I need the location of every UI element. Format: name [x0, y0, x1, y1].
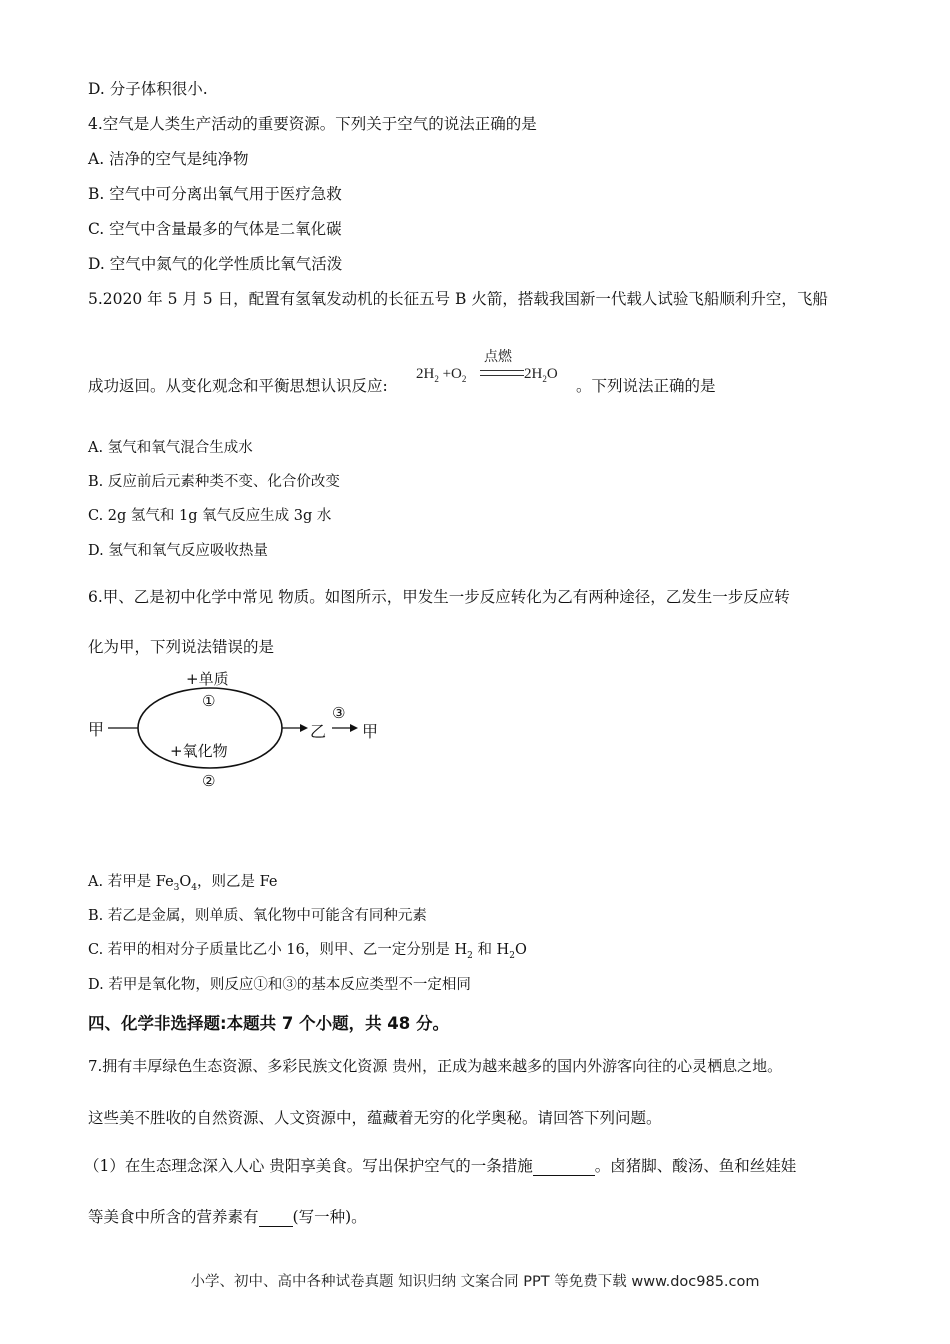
diagram-circle1: ① [202, 692, 216, 710]
q6a-post: ，则乙是 Fe [197, 874, 278, 890]
eq-right: 2H [524, 366, 543, 382]
option-4c: C. 空气中含量最多的气体是二氧化碳 [88, 220, 342, 238]
eq-sub3: 2 [542, 374, 547, 384]
diagram-jia-right: 甲 [362, 722, 379, 741]
question-7: 7.拥有丰厚绿色生态资源、多彩民族文化资源 贵州，正成为越来越多的国内外游客向往的心灵栖息之地。 [88, 1057, 783, 1075]
eq-left: 2H [416, 366, 435, 382]
diagram-circle2: ② [202, 772, 216, 790]
option-4a: A. 洁净的空气是纯净物 [88, 150, 249, 168]
page-footer: 小学、初中、高中各种试卷真题 知识归纳 文案合同 PPT 等免费下载 www.doc985.com [190, 1274, 760, 1290]
diagram-circle3: ③ [332, 704, 346, 722]
option-5a: A. 氢气和氧气混合生成水 [88, 440, 253, 456]
option-4d: D. 空气中氮气的化学性质比氧气活泼 [88, 255, 343, 273]
question-4: 4.空气是人类生产活动的重要资源。下列关于空气的说法正确的是 [88, 115, 537, 133]
diagram-shapes [88, 660, 408, 800]
q6c-sub1: 2 [467, 950, 473, 961]
eq-plus: +O [438, 366, 462, 382]
question-6-line2: 化为甲，下列说法错误的是 [88, 638, 275, 656]
option-6c [88, 938, 527, 961]
eq-right-end: O [546, 366, 558, 382]
question-7-part1-line2 [88, 1205, 367, 1227]
q6a-pre: A. 若甲是 Fe [88, 874, 174, 890]
q7-1-pre: （1）在生态理念深入人心 贵阳享美食。写出保护空气的一条措施 [84, 1157, 533, 1175]
diagram-oxide-label: +氧化物 [170, 742, 228, 760]
eq-double-line [480, 370, 524, 376]
eq-condition: 点燃 [484, 349, 512, 365]
question-5: 5.2020 年 5 月 5 日，配置有氢氧发动机的长征五号 B 火箭，搭载我国新一代载人试验飞船顺利升空，飞船 [88, 290, 828, 308]
q6c-post: O [514, 942, 527, 958]
q7-2-post: (写一种)。 [292, 1208, 367, 1226]
option-4b: B. 空气中可分离出氧气用于医疗急救 [88, 185, 342, 203]
option-5c: C. 2g 氢气和 1g 氧气反应生成 3g 水 [88, 508, 332, 524]
line-q3d: D. 分子体积很小. [88, 80, 208, 98]
q5-text-pre: 成功返回。从变化观念和平衡思想认识反应: [88, 377, 388, 395]
question-6: 6.甲、乙是初中化学中常见 物质。如图所示，甲发生一步反应转化为乙有两种途径，乙发生一步反应转 [88, 588, 790, 606]
q5-text-post: 。下列说法正确的是 [576, 377, 716, 395]
reaction-diagram [88, 660, 408, 800]
answer-blank-2[interactable] [259, 1208, 293, 1227]
q6a-sub1: 3 [173, 882, 180, 893]
reaction-equation [416, 346, 576, 390]
q6a-sub2: 4 [191, 882, 198, 893]
q6c-pre: C. 若甲的相对分子质量比乙小 16，则甲、乙一定分别是 H [88, 942, 468, 958]
question-7-line2: 这些美不胜收的自然资源、人文资源中，蕴藏着无穷的化学奥秘。请回答下列问题。 [88, 1109, 662, 1127]
question-5-line2 [88, 374, 388, 396]
diagram-jia-left: 甲 [88, 720, 105, 739]
q7-1-post: 。卤猪脚、酸汤、鱼和丝娃娃 [594, 1157, 797, 1175]
arrow-to-jia-head [350, 724, 358, 732]
diagram-yi: 乙 [310, 722, 327, 741]
question-7-part1 [84, 1154, 796, 1176]
option-6b: B. 若乙是金属，则单质、氧化物中可能含有同种元素 [88, 908, 427, 924]
arrow-to-yi-head [300, 724, 308, 732]
section-heading: 四、化学非选择题:本题共 7 个小题，共 48 分。 [88, 1014, 450, 1033]
q6c-sub2: 2 [509, 950, 515, 961]
eq-sub1: 2 [434, 374, 439, 384]
q6c-mid: 和 H [472, 942, 510, 958]
option-5b: B. 反应前后元素种类不变、化合价改变 [88, 474, 340, 490]
q6a-mid: O [179, 874, 192, 890]
option-6a [88, 870, 277, 893]
diagram-simple-label: +单质 [186, 670, 229, 688]
option-5d: D. 氢气和氧气反应吸收热量 [88, 543, 268, 559]
eq-sub2: 2 [461, 374, 467, 384]
answer-blank-1[interactable] [533, 1157, 595, 1176]
option-6d: D. 若甲是氧化物，则反应①和③的基本反应类型不一定相同 [88, 977, 471, 993]
q7-2-pre: 等美食中所含的营养素有 [88, 1208, 259, 1226]
